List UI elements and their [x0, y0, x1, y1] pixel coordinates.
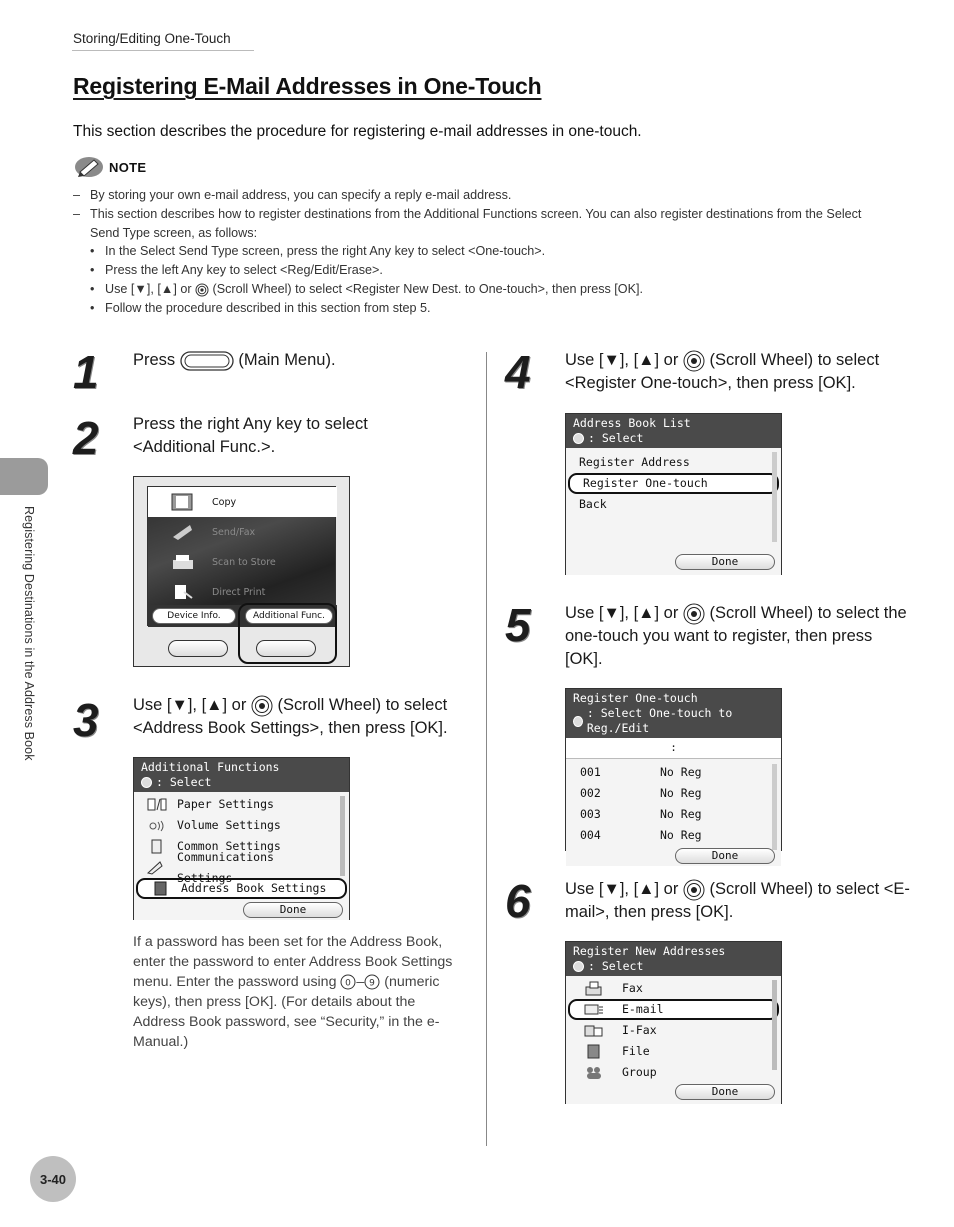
note-item: – This section describes how to register destinations from the Additional Functions screen. You can also register destinations from the Select Send Type screen, as follows: — [73, 206, 862, 240]
column-divider — [486, 352, 487, 1146]
screen-header: Additional Functions : Select — [134, 758, 349, 792]
menu-row: Direct Print — [148, 577, 337, 607]
note-sub-item: • In the Select Send Type screen, press the right Any key to select <One-touch>. — [90, 244, 546, 259]
ifax-icon — [584, 1023, 604, 1038]
menu-row[interactable]: Register Address — [579, 455, 690, 469]
screen-header: Register One-touch : Select One-touch to Reg./Edit — [566, 689, 781, 738]
ok-icon — [141, 777, 152, 788]
done-button[interactable]: Done — [675, 1084, 775, 1100]
menu-row: Scan to Store — [148, 547, 337, 577]
menu-row[interactable]: Back — [579, 497, 607, 511]
email-icon — [584, 1002, 604, 1017]
step-4-text: Use [▼], [▲] or (Scroll Wheel) to select <Register One-touch>, then press [OK]. — [565, 351, 880, 392]
device-info-button[interactable]: Device Info. — [152, 608, 236, 624]
step-5-text: Use [▼], [▲] or (Scroll Wheel) to select the one-touch you want to register, then press [OK]. — [565, 604, 907, 668]
done-button[interactable]: Done — [243, 902, 343, 918]
address-type-row[interactable]: Fax — [566, 978, 781, 999]
chapter-title: Registering Destinations in the Address Book — [22, 506, 36, 761]
note-sub-item: • Press the left Any key to select <Reg/Edit/Erase>. — [90, 263, 383, 278]
svg-text:9: 9 — [369, 978, 376, 989]
screen-header: Register New Addresses : Select — [566, 942, 781, 976]
note-heading — [73, 155, 146, 179]
scrollbar[interactable] — [772, 980, 777, 1070]
scrollbar[interactable] — [772, 452, 777, 542]
step-number: 4 — [505, 346, 529, 398]
one-touch-row[interactable]: 002 No Reg — [580, 786, 702, 800]
ok-icon — [573, 961, 584, 972]
scroll-wheel-icon — [195, 283, 209, 297]
common-settings-icon — [147, 839, 167, 854]
communications-icon — [147, 860, 167, 875]
address-book-icon — [151, 881, 171, 896]
numeric-key-9-icon — [364, 974, 380, 990]
step-number: 3 — [73, 694, 97, 746]
address-type-row[interactable]: File — [566, 1041, 781, 1062]
one-touch-row[interactable]: 003 No Reg — [580, 807, 702, 821]
menu-row[interactable]: Communications Settings — [134, 857, 349, 878]
highlight-frame — [238, 603, 337, 664]
menu-row[interactable]: Volume Settings — [134, 815, 349, 836]
done-button[interactable]: Done — [675, 848, 775, 864]
header-breadcrumb: Storing/Editing One-Touch — [73, 31, 231, 46]
step-number: 5 — [505, 599, 529, 651]
address-type-row-selected[interactable]: E-mail — [568, 999, 779, 1020]
scrollbar[interactable] — [340, 796, 345, 876]
scan-to-store-icon — [170, 552, 196, 572]
step-number: 1 — [73, 346, 97, 398]
page-title: Registering E-Mail Addresses in One-Touch — [73, 73, 542, 99]
done-button[interactable]: Done — [675, 554, 775, 570]
address-book-list-screen — [565, 413, 782, 575]
note-list — [73, 186, 893, 318]
send-fax-icon — [170, 522, 196, 542]
menu-row: Copy — [148, 487, 337, 517]
menu-row[interactable]: Paper Settings — [134, 794, 349, 815]
menu-row-selected[interactable]: Register One-touch — [568, 473, 779, 494]
additional-functions-screen — [133, 757, 350, 920]
file-icon — [584, 1044, 604, 1059]
step-1-text: Press (Main Menu). — [133, 349, 473, 372]
note-sub-item: • Follow the procedure described in this section from step 5. — [90, 300, 431, 315]
page-number: 3-40 — [30, 1156, 76, 1202]
note-label: NOTE — [109, 159, 147, 175]
step-3-text: Use [▼], [▲] or (Scroll Wheel) to select <Address Book Settings>, then press [OK]. — [133, 696, 448, 737]
column-header: : — [566, 738, 781, 758]
register-new-addresses-screen — [565, 941, 782, 1104]
control-panel-image — [133, 476, 350, 667]
screen-header: Address Book List : Select — [566, 414, 781, 448]
scroll-wheel-icon — [683, 603, 705, 625]
scroll-wheel-icon — [683, 879, 705, 901]
scroll-wheel-icon — [251, 695, 273, 717]
main-menu-key-icon — [180, 350, 234, 372]
copy-icon — [170, 492, 196, 512]
step-2-text: Press the right Any key to select <Additional Func.>. — [133, 415, 368, 456]
ok-icon — [573, 716, 583, 727]
volume-icon — [147, 818, 167, 833]
one-touch-row[interactable]: 001 No Reg — [580, 765, 702, 779]
note-item: – By storing your own e-mail address, you can specify a reply e-mail address. — [73, 188, 512, 202]
menu-row: Send/Fax — [148, 517, 337, 547]
menu-row[interactable]: Common Settings — [134, 836, 349, 857]
chapter-tab — [0, 458, 48, 495]
step-number: 6 — [505, 875, 529, 927]
address-type-row[interactable]: Group — [566, 1062, 781, 1083]
additional-func-button[interactable]: Additional Func. — [245, 608, 333, 624]
paper-settings-icon — [147, 797, 167, 812]
numeric-key-0-icon — [340, 974, 356, 990]
group-icon — [584, 1065, 604, 1080]
intro-text: This section describes the procedure for registering e-mail addresses in one-touch. — [73, 123, 642, 140]
pencil-note-icon — [73, 155, 105, 179]
address-type-row[interactable]: I-Fax — [566, 1020, 781, 1041]
direct-print-icon — [170, 582, 196, 602]
scroll-wheel-icon — [683, 350, 705, 372]
svg-text:0: 0 — [345, 978, 352, 989]
scrollbar[interactable] — [772, 764, 777, 850]
register-one-touch-screen — [565, 688, 782, 862]
step-6-text: Use [▼], [▲] or (Scroll Wheel) to select <E-mail>, then press [OK]. — [565, 880, 910, 921]
one-touch-row[interactable]: 004 No Reg — [580, 828, 702, 842]
fax-icon — [584, 981, 604, 996]
header-rule — [72, 50, 254, 51]
note-sub-item: • Use [▼], [▲] or (Scroll Wheel) to select <Register New Dest. to One-touch>, then press [OK]. — [90, 281, 643, 296]
password-note: If a password has been set for the Address Book, enter the password to enter Address Book Settings menu. Enter the password using 0 – 9 (numeric keys), then press [OK]. (For details about the Address Book password, see “Security,” in the e-Manual.) — [133, 934, 453, 1050]
menu-row-selected[interactable]: Address Book Settings — [136, 878, 347, 899]
step-number: 2 — [73, 412, 97, 464]
ok-icon — [573, 433, 584, 444]
left-any-key[interactable] — [168, 640, 228, 657]
